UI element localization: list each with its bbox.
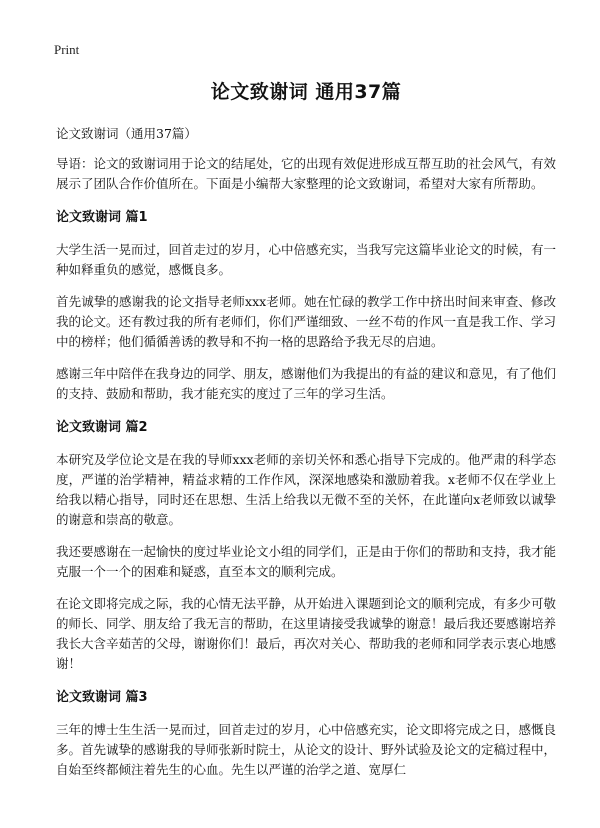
section-1-paragraph-2: 首先诚挚的感谢我的论文指导老师xxx老师。她在忙碌的教学工作中挤出时间来审查、修改我的论文。还有教过我的所有老师们，你们严谨细致、一丝不苟的作风一直是我工作、学习中的榜样；他们循循善诱的教导和不拘一格的思路给予我无尽的启迪。 xyxy=(56,294,557,349)
section-1-paragraph-3: 感谢三年中陪伴在我身边的同学、朋友，感谢他们为我提出的有益的建议和意见，有了他们的支持、鼓励和帮助，我才能充实的度过了三年的学习生活。 xyxy=(56,366,557,401)
section-2-paragraph-3: 在论文即将完成之际，我的心情无法平静，从开始进入课题到论文的顺利完成，有多少可敬的师长、同学、朋友给了我无言的帮助，在这里请接受我诚挚的谢意！最后我还要感谢培养我长大含辛茹苦的父母，谢谢你们！最后，再次对关心、帮助我的老师和同学表示衷心地感谢！ xyxy=(56,596,557,671)
document-subtitle: 论文致谢词（通用37篇） xyxy=(56,126,197,141)
document-title: 论文致谢词 通用37篇 xyxy=(210,81,402,103)
section-2-paragraph-2: 我还要感谢在一起愉快的度过毕业论文小组的同学们，正是由于你们的帮助和支持，我才能克服一个一个的困难和疑惑，直至本文的顺利完成。 xyxy=(56,544,557,579)
print-label: Print xyxy=(54,42,80,57)
section-heading-1: 论文致谢词 篇1 xyxy=(56,210,148,225)
section-heading-2: 论文致谢词 篇2 xyxy=(56,420,148,435)
section-1-paragraph-1: 大学生活一晃而过，回首走过的岁月，心中倍感充实，当我写完这篇毕业论文的时候，有一种如释重负的感觉，感慨良多。 xyxy=(56,242,557,277)
intro-paragraph: 导语：论文的致谢词用于论文的结尾处，它的出现有效促进形成互帮互助的社会风气，有效展示了团队合作价值所在。下面是小编帮大家整理的论文致谢词，希望对大家有所帮助。 xyxy=(56,156,557,191)
section-heading-3: 论文致谢词 篇3 xyxy=(56,690,148,705)
section-2-paragraph-1: 本研究及学位论文是在我的导师xxx老师的亲切关怀和悉心指导下完成的。他严肃的科学态度，严谨的治学精神，精益求精的工作作风，深深地感染和激励着我。x老师不仅在学业上给我以精心指导，同时还在思想、生活上给我以无微不至的关怀，在此谨向x老师致以诚挚的谢意和崇高的敬意。 xyxy=(56,452,556,527)
document-page xyxy=(56,42,556,792)
section-3-paragraph-1: 三年的博士生生活一晃而过，回首走过的岁月，心中倍感充实，论文即将完成之日，感慨良多。首先诚挚的感谢我的导师张新时院士，从论文的设计、野外试验及论文的定稿过程中，自始至终都倾注着先生的心血。先生以严谨的治学之道、宽厚仁 xyxy=(56,722,557,777)
